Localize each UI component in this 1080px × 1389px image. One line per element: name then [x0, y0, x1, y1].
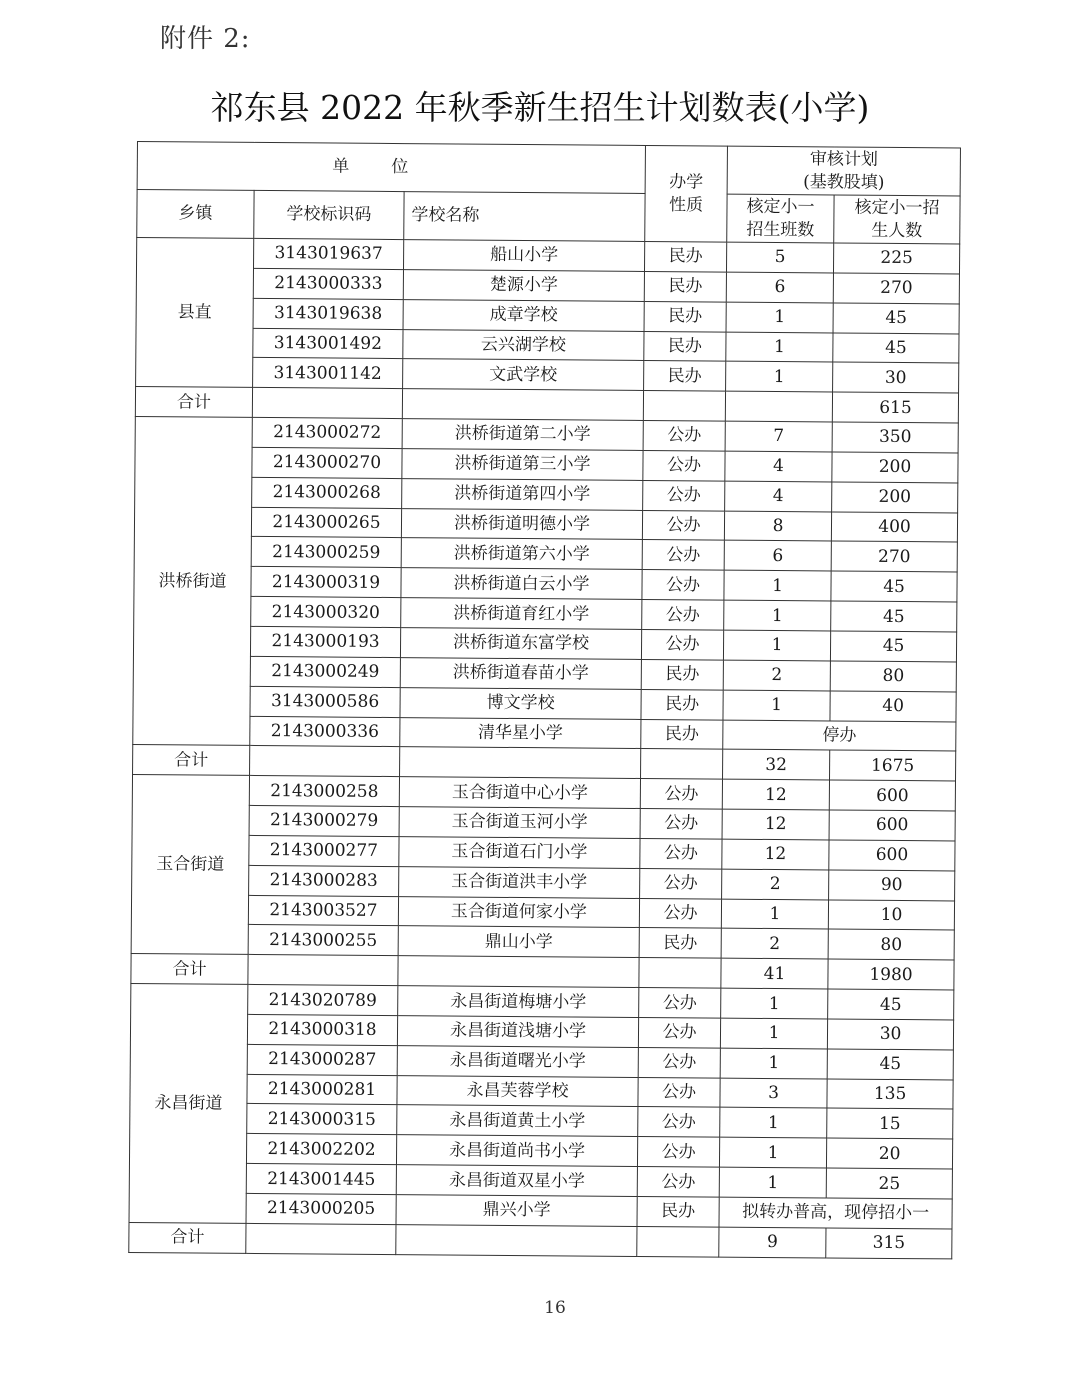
total-classes-cell: 9	[719, 1227, 826, 1258]
total-classes-cell: 32	[723, 749, 830, 780]
classes-cell: 5	[727, 242, 834, 273]
nature-cell: 公办	[642, 510, 724, 540]
school-name-cell: 永昌街道尚书小学	[396, 1135, 637, 1167]
nature-cell: 民办	[644, 301, 726, 331]
school-name-cell: 玉合街道中心小学	[399, 777, 640, 809]
school-id-cell: 3143019637	[254, 238, 404, 269]
nature-cell: 公办	[639, 898, 721, 928]
total-row	[129, 1222, 952, 1258]
students-cell: 600	[829, 810, 955, 841]
school-name-cell: 永昌芙蓉学校	[397, 1075, 638, 1107]
students-cell: 80	[828, 929, 954, 960]
school-id-cell: 2143000268	[252, 477, 402, 508]
nature-cell: 民办	[645, 241, 727, 271]
total-students-cell: 1675	[830, 750, 956, 781]
classes-cell: 6	[724, 541, 831, 572]
enrollment-plan-table	[128, 141, 961, 1259]
school-name-cell: 玉合街道玉河小学	[399, 807, 640, 839]
nature-cell: 公办	[640, 838, 722, 868]
school-id-cell: 2143000205	[246, 1193, 396, 1224]
students-cell: 200	[832, 482, 958, 513]
school-id-cell: 3143001142	[253, 358, 403, 389]
total-label-cell: 合计	[135, 387, 252, 418]
school-id-cell: 2143003527	[248, 895, 398, 926]
students-cell: 225	[834, 243, 960, 274]
school-id-cell: 2143001445	[246, 1164, 396, 1195]
students-cell: 45	[833, 333, 959, 364]
school-id-cell: 2143000287	[247, 1044, 397, 1075]
nature-cell: 公办	[639, 988, 721, 1018]
school-id-cell: 2143000279	[249, 805, 399, 836]
students-cell: 200	[832, 452, 958, 483]
school-name-cell: 洪桥街道第四小学	[402, 478, 643, 510]
classes-cell: 1	[719, 1167, 826, 1198]
total-students-cell: 615	[832, 392, 958, 423]
total-classes-cell: 41	[721, 958, 828, 989]
nature-cell: 公办	[641, 629, 723, 659]
township-cell: 永昌街道	[129, 984, 248, 1224]
header-school-id: 学校标识码	[254, 190, 404, 239]
school-name-cell: 博文学校	[400, 687, 641, 719]
school-name-cell: 永昌街道曙光小学	[397, 1045, 638, 1077]
nature-cell: 民办	[637, 1196, 719, 1226]
classes-cell: 1	[721, 988, 828, 1019]
plan-note-cell: 停办	[723, 720, 956, 752]
students-cell: 600	[829, 780, 955, 811]
nature-cell: 公办	[638, 1107, 720, 1137]
township-cell: 洪桥街道	[133, 417, 253, 746]
header-classes: 核定小一 招生班数	[727, 194, 834, 243]
nature-cell: 民办	[641, 689, 723, 719]
total-label-cell: 合计	[129, 1222, 246, 1253]
school-id-cell: 3143019638	[253, 298, 403, 329]
school-id-cell: 2143000319	[251, 567, 401, 598]
nature-cell: 公办	[640, 779, 722, 809]
school-id-cell: 2143000258	[249, 776, 399, 807]
nature-cell: 民办	[639, 928, 721, 958]
nature-cell: 民办	[644, 271, 726, 301]
school-id-cell: 2143000270	[252, 447, 402, 478]
classes-cell: 2	[721, 929, 828, 960]
students-cell: 45	[828, 989, 954, 1020]
school-name-cell: 永昌街道双星小学	[396, 1165, 637, 1197]
school-name-cell: 永昌街道浅塘小学	[397, 1016, 638, 1048]
school-name-cell: 洪桥街道第三小学	[402, 448, 643, 480]
classes-cell: 1	[723, 630, 830, 661]
total-students-cell: 315	[826, 1228, 952, 1259]
school-name-cell: 船山小学	[403, 240, 644, 272]
header-students: 核定小一招 生人数	[834, 195, 960, 244]
classes-cell: 1	[719, 1137, 826, 1168]
students-cell: 270	[833, 273, 959, 304]
nature-cell: 公办	[638, 1077, 720, 1107]
school-name-cell: 洪桥街道东富学校	[400, 628, 641, 660]
students-cell: 20	[826, 1138, 952, 1169]
nature-cell: 公办	[643, 450, 725, 480]
students-cell: 30	[833, 362, 959, 393]
school-id-cell: 2143000272	[252, 417, 402, 448]
school-name-cell: 云兴湖学校	[403, 329, 644, 361]
school-name-cell: 永昌街道黄土小学	[397, 1105, 638, 1137]
students-cell: 15	[827, 1108, 953, 1139]
school-id-cell: 2143000336	[250, 716, 400, 747]
school-id-cell: 2143000259	[251, 537, 401, 568]
students-cell: 400	[831, 512, 957, 543]
students-cell: 45	[833, 303, 959, 334]
nature-cell: 公办	[642, 540, 724, 570]
students-cell: 10	[828, 900, 954, 931]
classes-cell: 1	[720, 1048, 827, 1079]
nature-cell: 民办	[641, 719, 723, 749]
classes-cell: 3	[720, 1078, 827, 1109]
total-classes-cell	[725, 391, 832, 422]
classes-cell: 4	[725, 451, 832, 482]
classes-cell: 6	[726, 272, 833, 303]
classes-cell: 1	[726, 332, 833, 363]
header-unit: 单位	[137, 142, 645, 194]
students-cell: 90	[829, 870, 955, 901]
school-id-cell: 2143000318	[247, 1014, 397, 1045]
school-name-cell: 洪桥街道明德小学	[401, 508, 642, 540]
school-id-cell: 2143002202	[246, 1134, 396, 1165]
attachment-label: 附件 2:	[160, 24, 251, 54]
total-empty-cell	[246, 1223, 396, 1254]
total-empty-cell	[398, 956, 639, 988]
classes-cell: 12	[722, 839, 829, 870]
header-plan-line2: (基教股填)	[803, 171, 885, 193]
school-id-cell: 2143000249	[250, 656, 400, 687]
students-cell: 270	[831, 541, 957, 572]
school-name-cell: 永昌街道梅塘小学	[398, 986, 639, 1018]
classes-cell: 4	[725, 481, 832, 512]
page-title: 祁东县 2022 年秋季新生招生计划数表(小学)	[210, 88, 870, 127]
school-id-cell: 2143000315	[247, 1104, 397, 1135]
classes-cell: 1	[724, 570, 831, 601]
school-id-cell: 2143000283	[249, 865, 399, 896]
nature-cell: 公办	[638, 1017, 720, 1047]
students-cell: 30	[827, 1019, 953, 1050]
classes-cell: 12	[722, 809, 829, 840]
classes-cell: 1	[726, 362, 833, 393]
nature-cell: 民办	[644, 361, 726, 391]
nature-cell: 公办	[638, 1047, 720, 1077]
total-empty-cell	[396, 1224, 637, 1256]
header-plan-line1: 审核计划	[809, 148, 878, 170]
school-name-cell: 洪桥街道春苗小学	[400, 657, 641, 689]
school-name-cell: 玉合街道洪丰小学	[399, 866, 640, 898]
township-cell: 县直	[136, 238, 254, 388]
classes-cell: 1	[726, 302, 833, 333]
students-cell: 45	[827, 1049, 953, 1080]
nature-cell: 公办	[640, 868, 722, 898]
total-empty-cell	[248, 955, 398, 986]
total-empty-cell	[402, 389, 643, 421]
nature-cell: 公办	[637, 1167, 719, 1197]
students-cell: 600	[829, 840, 955, 871]
nature-cell: 公办	[637, 1137, 719, 1167]
school-name-cell: 鼎兴小学	[396, 1195, 637, 1227]
classes-cell: 2	[723, 660, 830, 691]
total-students-cell: 1980	[828, 959, 954, 990]
students-cell: 40	[830, 691, 956, 722]
classes-cell: 7	[725, 421, 832, 452]
school-name-cell: 文武学校	[403, 359, 644, 391]
total-empty-cell	[250, 746, 400, 777]
nature-cell: 民办	[644, 331, 726, 361]
nature-cell: 公办	[643, 480, 725, 510]
township-cell: 玉合街道	[131, 775, 249, 955]
total-empty-cell	[637, 1226, 719, 1256]
nature-cell: 公办	[642, 570, 724, 600]
school-id-cell: 2143000320	[251, 597, 401, 628]
total-empty-cell	[400, 747, 641, 779]
students-cell: 45	[831, 601, 957, 632]
header-township: 乡镇	[137, 190, 254, 239]
classes-cell: 12	[722, 779, 829, 810]
plan-note-cell: 拟转办普高，现停招小一	[719, 1197, 952, 1229]
classes-cell: 8	[724, 511, 831, 542]
total-empty-cell	[643, 391, 725, 421]
table-body	[129, 238, 960, 1259]
school-name-cell: 洪桥街道第二小学	[402, 419, 643, 451]
nature-cell: 民办	[641, 659, 723, 689]
school-id-cell: 2143000193	[250, 626, 400, 657]
classes-cell: 2	[722, 869, 829, 900]
school-id-cell: 2143000281	[247, 1074, 397, 1105]
nature-cell: 公办	[643, 421, 725, 451]
school-name-cell: 洪桥街道第六小学	[401, 538, 642, 570]
total-empty-cell	[641, 749, 723, 779]
school-name-cell: 成章学校	[403, 299, 644, 331]
students-cell: 25	[826, 1168, 952, 1199]
classes-cell: 1	[723, 690, 830, 721]
school-id-cell: 2143000333	[253, 268, 403, 299]
school-id-cell: 2143020789	[248, 984, 398, 1015]
total-label-cell: 合计	[131, 954, 248, 985]
students-cell: 80	[830, 661, 956, 692]
total-label-cell: 合计	[133, 745, 250, 776]
school-id-cell: 2143000255	[248, 925, 398, 956]
school-name-cell: 清华星小学	[400, 717, 641, 749]
students-cell: 45	[830, 631, 956, 662]
classes-cell: 1	[724, 600, 831, 631]
school-name-cell: 鼎山小学	[398, 926, 639, 958]
school-name-cell: 玉合街道何家小学	[398, 896, 639, 928]
header-approved-plan	[727, 146, 960, 196]
students-cell: 45	[831, 571, 957, 602]
classes-cell: 1	[720, 1108, 827, 1139]
header-nature: 办学 性质	[645, 145, 728, 242]
total-empty-cell	[252, 388, 402, 419]
page-number: 16	[544, 1298, 566, 1318]
school-name-cell: 洪桥街道育红小学	[401, 598, 642, 630]
school-id-cell: 2143000277	[249, 835, 399, 866]
school-id-cell: 3143000586	[250, 686, 400, 717]
school-id-cell: 3143001492	[253, 328, 403, 359]
total-empty-cell	[639, 958, 721, 988]
students-cell: 135	[827, 1079, 953, 1110]
students-cell: 350	[832, 422, 958, 453]
school-name-cell: 洪桥街道白云小学	[401, 568, 642, 600]
classes-cell: 1	[720, 1018, 827, 1049]
header-school-name: 学校名称	[404, 192, 645, 242]
school-name-cell: 楚源小学	[403, 269, 644, 301]
classes-cell: 1	[721, 899, 828, 930]
school-id-cell: 2143000265	[251, 507, 401, 538]
nature-cell: 公办	[642, 600, 724, 630]
school-name-cell: 玉合街道石门小学	[399, 836, 640, 868]
nature-cell: 公办	[640, 809, 722, 839]
